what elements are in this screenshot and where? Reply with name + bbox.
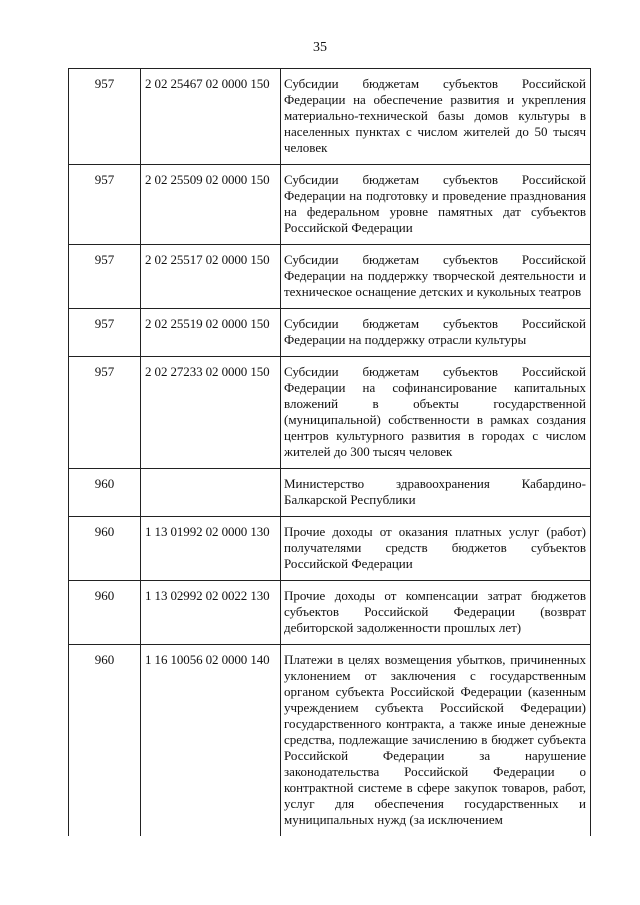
admin-code-cell: 957	[69, 165, 141, 245]
revenue-name-cell: Субсидии бюджетам субъектов Российской Федерации на софинансирование капитальных вложений в объекты государственной (муниципальной) собственности в рамках создания центров культурного развития в городах с числом жителей до 300 тысяч человек	[281, 357, 591, 469]
budget-classification-code-cell: 2 02 25519 02 0000 150	[141, 309, 281, 357]
revenue-name-cell: Субсидии бюджетам субъектов Российской Федерации на подготовку и проведение празднования на федеральном уровне памятных дат субъектов Российской Федерации	[281, 165, 591, 245]
admin-code-cell: 957	[69, 357, 141, 469]
revenue-codes-table	[68, 68, 591, 836]
admin-code-cell: 957	[69, 309, 141, 357]
table-row	[69, 69, 591, 165]
budget-classification-code-cell: 2 02 27233 02 0000 150	[141, 357, 281, 469]
page-number: 35	[313, 40, 327, 55]
table-row	[69, 469, 591, 517]
budget-classification-code-cell	[141, 469, 281, 517]
budget-classification-code-cell: 2 02 25509 02 0000 150	[141, 165, 281, 245]
budget-classification-code-cell: 1 16 10056 02 0000 140	[141, 645, 281, 837]
table-row	[69, 581, 591, 645]
revenue-name-cell: Субсидии бюджетам субъектов Российской Федерации на поддержку творческой деятельности и техническое оснащение детских и кукольных театров	[281, 245, 591, 309]
revenue-name-cell: Министерство здравоохранения Кабардино-Балкарской Республики	[281, 469, 591, 517]
revenue-name-cell: Прочие доходы от компенсации затрат бюджетов субъектов Российской Федерации (возврат дебиторской задолженности прошлых лет)	[281, 581, 591, 645]
budget-classification-code-cell: 1 13 01992 02 0000 130	[141, 517, 281, 581]
budget-classification-code-cell: 1 13 02992 02 0022 130	[141, 581, 281, 645]
admin-code-cell: 957	[69, 69, 141, 165]
table-row	[69, 645, 591, 837]
admin-code-cell: 960	[69, 581, 141, 645]
revenue-name-cell: Прочие доходы от оказания платных услуг (работ) получателями средств бюджетов субъектов Российской Федерации	[281, 517, 591, 581]
budget-classification-code-cell: 2 02 25517 02 0000 150	[141, 245, 281, 309]
revenue-name-cell: Субсидии бюджетам субъектов Российской Федерации на обеспечение развития и укрепления материально-технической базы домов культуры в населенных пунктах с числом жителей до 50 тысяч человек	[281, 69, 591, 165]
table-row	[69, 357, 591, 469]
admin-code-cell: 960	[69, 517, 141, 581]
admin-code-cell: 960	[69, 469, 141, 517]
admin-code-cell: 957	[69, 245, 141, 309]
admin-code-cell: 960	[69, 645, 141, 837]
revenue-name-cell: Платежи в целях возмещения убытков, причиненных уклонением от заключения с государственным органом субъекта Российской Федерации (казенным учреждением субъекта Российской Федерации) государственного контракта, а также иные денежные средства, подлежащие зачислению в бюджет субъекта Российской Федерации за нарушение законодательства Российской Федерации о контрактной системе в сфере закупок товаров, работ, услуг для обеспечения государственных и муниципальных нужд (за исключением	[281, 645, 591, 837]
revenue-name-cell: Субсидии бюджетам субъектов Российской Федерации на поддержку отрасли культуры	[281, 309, 591, 357]
table-row	[69, 245, 591, 309]
table-row	[69, 309, 591, 357]
budget-classification-code-cell: 2 02 25467 02 0000 150	[141, 69, 281, 165]
table-row	[69, 165, 591, 245]
table-row	[69, 517, 591, 581]
